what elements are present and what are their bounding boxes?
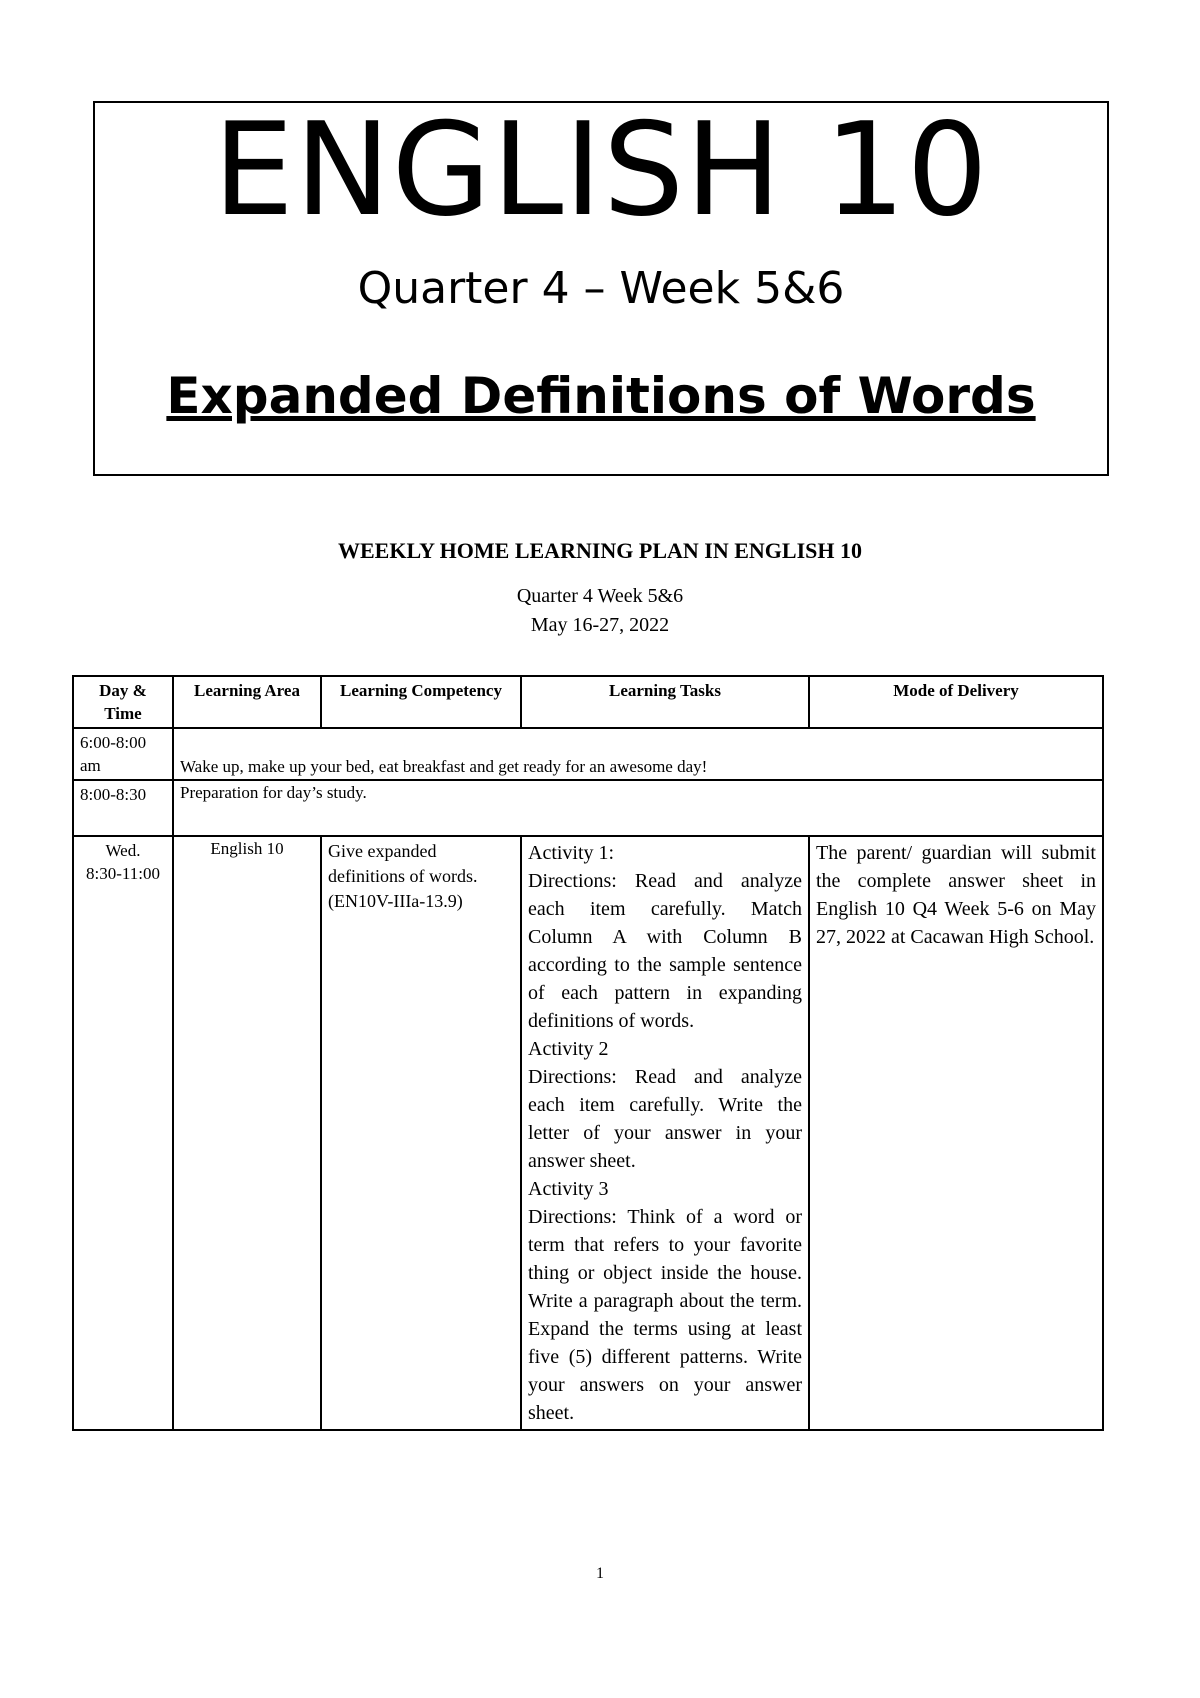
activity-2-directions: Directions: Read and analyze each item carefully. Write the letter of your answer in your answer sheet. xyxy=(528,1066,802,1172)
plan-quarter: Quarter 4 Week 5&6 xyxy=(516,585,684,607)
main-learning-area: English 10 xyxy=(173,836,321,1430)
prep-text: Preparation for day’s study. xyxy=(173,780,1103,836)
main-learning-tasks xyxy=(521,836,809,1430)
activity-3-title: Activity 3 xyxy=(528,1178,609,1200)
header-learning-tasks: Learning Tasks xyxy=(521,676,809,728)
table-header-row xyxy=(73,676,1103,728)
main-day: Wed. xyxy=(105,841,141,860)
activity-1-directions: Directions: Read and analyze each item carefully. Match Column A with Column B according to the sample sentence of each pattern in expanding definitions of words. xyxy=(528,870,802,1032)
title-box xyxy=(93,96,1109,476)
wake-time: 6:00-8:00 am xyxy=(73,728,173,780)
main-day-time xyxy=(73,836,173,1430)
header-mode-of-delivery: Mode of Delivery xyxy=(809,676,1103,728)
main-title: ENGLISH 10 xyxy=(213,96,989,245)
activity-2-title: Activity 2 xyxy=(528,1038,609,1060)
main-time: 8:30-11:00 xyxy=(86,864,160,883)
main-mode-of-delivery: The parent/ guardian will submit the complete answer sheet in English 10 Q4 Week 5-6 on May 27, 2022 at Cacawan High School. xyxy=(809,836,1103,1430)
table-row xyxy=(73,728,1103,780)
main-learning-competency: Give expanded definitions of words. (EN10V-IIIa-13.9) xyxy=(321,836,521,1430)
header-learning-competency: Learning Competency xyxy=(321,676,521,728)
plan-dates: May 16-27, 2022 xyxy=(530,614,670,636)
subtitle: Quarter 4 – Week 5&6 xyxy=(357,263,845,314)
activity-3-directions: Directions: Think of a word or term that refers to your favorite thing or object inside the house. Write a paragraph about the term. Expand the terms using at least five (5) different patterns. Write your answers on your answer sheet. xyxy=(528,1206,802,1424)
wake-text: Wake up, make up your bed, eat breakfast and get ready for an awesome day! xyxy=(173,728,1103,780)
header-day-time: Day & Time xyxy=(73,676,173,728)
plan-heading: WEEKLY HOME LEARNING PLAN IN ENGLISH 10 xyxy=(337,538,862,563)
table-row xyxy=(73,780,1103,836)
table-row xyxy=(73,836,1103,1430)
page-number: 1 xyxy=(596,1565,604,1582)
prep-time: 8:00-8:30 xyxy=(73,780,173,836)
learning-plan-table xyxy=(72,675,1104,1431)
topic-title: Expanded Definitions of Words xyxy=(166,367,1036,425)
activity-1-title: Activity 1: xyxy=(528,842,615,864)
header-learning-area: Learning Area xyxy=(173,676,321,728)
